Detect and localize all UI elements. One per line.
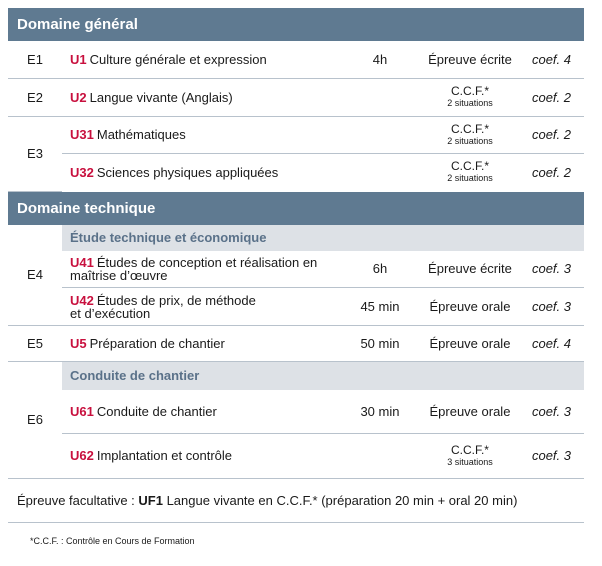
unit-label: Préparation de chantier bbox=[89, 336, 225, 351]
coefficient: coef. 4 bbox=[522, 326, 584, 362]
exam-mode: Épreuve orale bbox=[418, 288, 522, 326]
coefficient: coef. 3 bbox=[522, 251, 584, 288]
divider bbox=[8, 522, 584, 523]
unit-code: U2 bbox=[70, 89, 87, 105]
unit-label: Culture générale et expression bbox=[89, 51, 267, 67]
duration: 30 min bbox=[342, 390, 418, 434]
unit-code: U42 bbox=[70, 292, 94, 308]
table-row bbox=[8, 251, 584, 288]
table-row bbox=[8, 326, 584, 362]
duration: 6h bbox=[342, 251, 418, 288]
unit-code: U1 bbox=[70, 51, 87, 67]
coefficient: coef. 2 bbox=[522, 116, 584, 153]
unit-label-line2: maîtrise d’œuvre bbox=[70, 267, 168, 283]
coefficient: coef. 3 bbox=[522, 390, 584, 434]
exam-mode: Épreuve orale bbox=[418, 326, 522, 362]
divider bbox=[8, 478, 584, 479]
unit-label: Implantation et contrôle bbox=[96, 448, 232, 464]
ccf-label: C.C.F.* bbox=[450, 159, 489, 174]
exam-code: E3 bbox=[8, 116, 62, 191]
exam-table bbox=[8, 8, 584, 478]
table-row bbox=[8, 390, 584, 434]
table-row bbox=[8, 288, 584, 326]
unit-label: Études de prix, de méthode bbox=[96, 292, 256, 308]
ccf-situations: 2 situations bbox=[447, 135, 493, 146]
duration: 45 min bbox=[342, 288, 418, 326]
unit-code: U5 bbox=[70, 336, 87, 351]
exam-mode: Épreuve écrite bbox=[418, 41, 522, 78]
exam-code: E5 bbox=[8, 326, 62, 362]
unit-code: U31 bbox=[70, 127, 94, 142]
coefficient: coef. 2 bbox=[531, 164, 571, 180]
general-domain-table bbox=[8, 41, 584, 192]
optional-text: Langue vivante en C.C.F.* (préparation 20 min + oral 20 min) bbox=[162, 493, 518, 508]
general-domain-header: Domaine général bbox=[8, 8, 584, 41]
table-row bbox=[8, 78, 584, 116]
exam-code: E1 bbox=[8, 41, 62, 78]
ccf-situations: 2 situations bbox=[447, 98, 493, 108]
unit-label: Sciences physiques appliquées bbox=[96, 164, 279, 180]
technical-domain-header: Domaine technique bbox=[8, 192, 584, 225]
coefficient: coef. 2 bbox=[522, 78, 584, 116]
ccf-label: C.C.F.* bbox=[450, 442, 489, 457]
technical-domain-table bbox=[8, 225, 584, 478]
table-row bbox=[8, 41, 584, 78]
duration: 50 min bbox=[342, 326, 418, 362]
subsection-title: Étude technique et économique bbox=[62, 225, 584, 251]
footnote: *C.C.F. : Contrôle en Cours de Formation bbox=[30, 536, 195, 546]
ccf-situations: 3 situations bbox=[447, 456, 493, 467]
duration: 4h bbox=[342, 41, 418, 78]
table-row bbox=[8, 116, 584, 153]
exam-code: E4 bbox=[8, 225, 62, 326]
unit-code: U32 bbox=[70, 164, 94, 180]
unit-label: Conduite de chantier bbox=[96, 403, 217, 419]
optional-code: UF1 bbox=[138, 493, 163, 508]
ccf-situations: 2 situations bbox=[447, 173, 493, 184]
table-row bbox=[8, 434, 584, 478]
subheader-row bbox=[8, 362, 584, 390]
unit-code: U41 bbox=[70, 254, 94, 270]
ccf-label: C.C.F.* bbox=[450, 84, 489, 98]
subheader-row bbox=[8, 225, 584, 251]
unit-label: Mathématiques bbox=[96, 127, 186, 142]
unit-code: U61 bbox=[70, 403, 94, 419]
ccf-label: C.C.F.* bbox=[450, 121, 489, 136]
optional-prefix: Épreuve facultative : bbox=[17, 493, 139, 508]
coefficient: coef. 3 bbox=[531, 448, 571, 464]
table-row bbox=[8, 153, 584, 191]
exam-mode: Épreuve orale bbox=[418, 390, 522, 434]
unit-label-line2: et d’exécution bbox=[70, 305, 151, 321]
optional-exam bbox=[17, 493, 517, 508]
unit-code: U62 bbox=[70, 448, 94, 464]
coefficient: coef. 4 bbox=[522, 41, 584, 78]
exam-code: E6 bbox=[27, 412, 43, 428]
exam-code: E2 bbox=[8, 78, 62, 116]
exam-mode: Épreuve écrite bbox=[418, 251, 522, 288]
unit-label: Études de conception et réalisation en bbox=[96, 254, 318, 270]
unit-label: Langue vivante (Anglais) bbox=[89, 89, 233, 105]
subsection-title: Conduite de chantier bbox=[62, 362, 584, 390]
coefficient: coef. 3 bbox=[522, 288, 584, 326]
